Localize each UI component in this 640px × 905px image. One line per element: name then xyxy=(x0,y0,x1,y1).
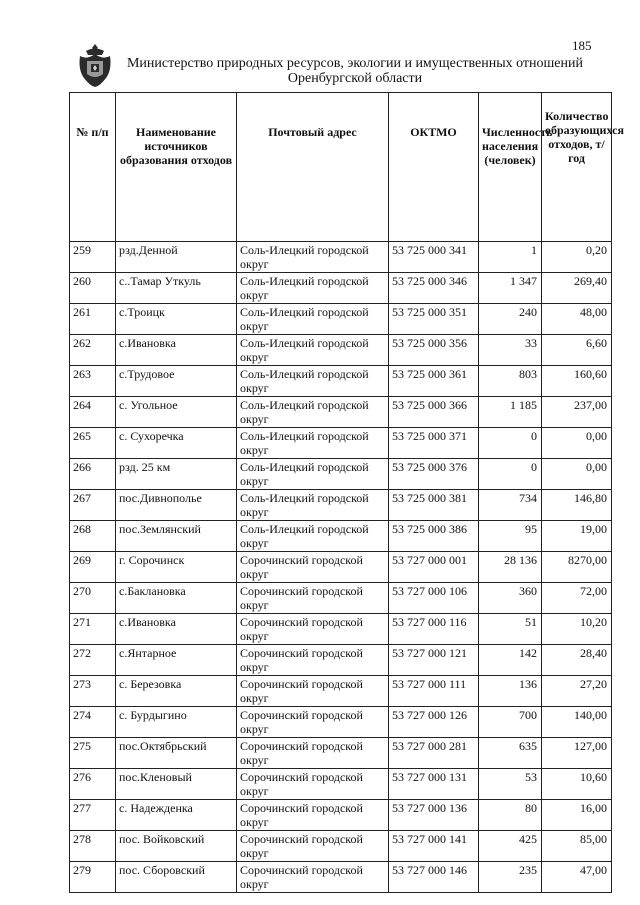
cell-quantity: 0,20 xyxy=(542,242,612,273)
cell-name: с..Тамар Уткуль xyxy=(116,273,237,304)
cell-num: 274 xyxy=(70,707,116,738)
cell-name: с.Ивановка xyxy=(116,614,237,645)
cell-num: 276 xyxy=(70,769,116,800)
page-number: 185 xyxy=(572,38,592,53)
cell-quantity: 10,60 xyxy=(542,769,612,800)
cell-quantity: 160,60 xyxy=(542,366,612,397)
cell-quantity: 16,00 xyxy=(542,800,612,831)
cell-population: 53 xyxy=(479,769,542,800)
cell-address: Соль-Илецкий городской округ xyxy=(237,366,389,397)
cell-address: Соль-Илецкий городской округ xyxy=(237,304,389,335)
table-row xyxy=(70,645,612,676)
cell-oktmo: 53 725 000 356 xyxy=(389,335,479,366)
cell-name: пос.Землянский xyxy=(116,521,237,552)
cell-address: Соль-Илецкий городской округ xyxy=(237,428,389,459)
coat-of-arms-icon xyxy=(76,42,114,88)
cell-name: рзд. 25 км xyxy=(116,459,237,490)
cell-num: 272 xyxy=(70,645,116,676)
table-row xyxy=(70,862,612,893)
cell-quantity: 27,20 xyxy=(542,676,612,707)
cell-address: Соль-Илецкий городской округ xyxy=(237,242,389,273)
cell-num: 277 xyxy=(70,800,116,831)
table-row xyxy=(70,273,612,304)
cell-num: 269 xyxy=(70,552,116,583)
cell-address: Соль-Илецкий городской округ xyxy=(237,521,389,552)
cell-quantity: 19,00 xyxy=(542,521,612,552)
table-row xyxy=(70,521,612,552)
cell-address: Сорочинский городской округ xyxy=(237,676,389,707)
cell-population: 1 xyxy=(479,242,542,273)
cell-num: 279 xyxy=(70,862,116,893)
cell-population: 235 xyxy=(479,862,542,893)
table-row xyxy=(70,800,612,831)
cell-oktmo: 53 725 000 366 xyxy=(389,397,479,428)
cell-oktmo: 53 727 000 001 xyxy=(389,552,479,583)
cell-quantity: 127,00 xyxy=(542,738,612,769)
cell-quantity: 0,00 xyxy=(542,459,612,490)
cell-quantity: 10,20 xyxy=(542,614,612,645)
table-row xyxy=(70,335,612,366)
cell-address: Соль-Илецкий городской округ xyxy=(237,273,389,304)
cell-oktmo: 53 725 000 376 xyxy=(389,459,479,490)
cell-name: с.Ивановка xyxy=(116,335,237,366)
table-row xyxy=(70,428,612,459)
cell-quantity: 237,00 xyxy=(542,397,612,428)
cell-address: Сорочинский городской округ xyxy=(237,769,389,800)
table-row xyxy=(70,366,612,397)
cell-oktmo: 53 727 000 121 xyxy=(389,645,479,676)
cell-name: пос.Дивнополье xyxy=(116,490,237,521)
header-address: Почтовый адрес xyxy=(237,93,389,242)
cell-address: Сорочинский городской округ xyxy=(237,707,389,738)
cell-address: Сорочинский городской округ xyxy=(237,583,389,614)
cell-population: 240 xyxy=(479,304,542,335)
header-num: № п/п xyxy=(70,93,116,242)
cell-name: пос. Сборовский xyxy=(116,862,237,893)
table-row xyxy=(70,676,612,707)
cell-population: 734 xyxy=(479,490,542,521)
cell-address: Сорочинский городской округ xyxy=(237,738,389,769)
cell-num: 278 xyxy=(70,831,116,862)
cell-name: пос.Октябрьский xyxy=(116,738,237,769)
cell-quantity: 8270,00 xyxy=(542,552,612,583)
cell-num: 262 xyxy=(70,335,116,366)
cell-population: 1 185 xyxy=(479,397,542,428)
cell-quantity: 269,40 xyxy=(542,273,612,304)
cell-address: Сорочинский городской округ xyxy=(237,862,389,893)
cell-population: 700 xyxy=(479,707,542,738)
cell-address: Сорочинский городской округ xyxy=(237,831,389,862)
cell-oktmo: 53 725 000 381 xyxy=(389,490,479,521)
cell-quantity: 28,40 xyxy=(542,645,612,676)
cell-address: Сорочинский городской округ xyxy=(237,552,389,583)
cell-address: Сорочинский городской округ xyxy=(237,614,389,645)
cell-num: 275 xyxy=(70,738,116,769)
header-name: Наименование источников образования отходов xyxy=(116,93,237,242)
cell-address: Соль-Илецкий городской округ xyxy=(237,459,389,490)
cell-oktmo: 53 727 000 141 xyxy=(389,831,479,862)
table-row xyxy=(70,459,612,490)
cell-population: 1 347 xyxy=(479,273,542,304)
cell-quantity: 6,60 xyxy=(542,335,612,366)
table-row xyxy=(70,490,612,521)
cell-num: 265 xyxy=(70,428,116,459)
cell-name: рзд.Денной xyxy=(116,242,237,273)
cell-name: с.Баклановка xyxy=(116,583,237,614)
cell-oktmo: 53 727 000 281 xyxy=(389,738,479,769)
cell-population: 635 xyxy=(479,738,542,769)
cell-num: 264 xyxy=(70,397,116,428)
cell-name: пос.Кленовый xyxy=(116,769,237,800)
cell-name: с. Угольное xyxy=(116,397,237,428)
cell-address: Соль-Илецкий городской округ xyxy=(237,490,389,521)
cell-num: 270 xyxy=(70,583,116,614)
cell-name: с.Трудовое xyxy=(116,366,237,397)
cell-population: 142 xyxy=(479,645,542,676)
cell-quantity: 0,00 xyxy=(542,428,612,459)
cell-address: Сорочинский городской округ xyxy=(237,645,389,676)
region-title: Оренбургской области xyxy=(287,71,423,86)
cell-quantity: 48,00 xyxy=(542,304,612,335)
table-row xyxy=(70,242,612,273)
cell-oktmo: 53 727 000 111 xyxy=(389,676,479,707)
cell-quantity: 47,00 xyxy=(542,862,612,893)
cell-oktmo: 53 725 000 341 xyxy=(389,242,479,273)
cell-quantity: 146,80 xyxy=(542,490,612,521)
cell-name: с. Березовка xyxy=(116,676,237,707)
cell-address: Соль-Илецкий городской округ xyxy=(237,397,389,428)
cell-num: 260 xyxy=(70,273,116,304)
table-row xyxy=(70,831,612,862)
cell-population: 33 xyxy=(479,335,542,366)
table-row xyxy=(70,707,612,738)
table-row xyxy=(70,397,612,428)
cell-quantity: 85,00 xyxy=(542,831,612,862)
cell-population: 0 xyxy=(479,459,542,490)
cell-oktmo: 53 725 000 351 xyxy=(389,304,479,335)
cell-population: 425 xyxy=(479,831,542,862)
cell-num: 268 xyxy=(70,521,116,552)
cell-oktmo: 53 727 000 136 xyxy=(389,800,479,831)
cell-oktmo: 53 727 000 106 xyxy=(389,583,479,614)
cell-oktmo: 53 727 000 126 xyxy=(389,707,479,738)
cell-population: 136 xyxy=(479,676,542,707)
header-oktmo: ОКТМО xyxy=(389,93,479,242)
header-quantity: Количество образующихся отходов, т/год xyxy=(542,93,612,242)
cell-name: с. Сухоречка xyxy=(116,428,237,459)
table-row xyxy=(70,738,612,769)
cell-address: Сорочинский городской округ xyxy=(237,800,389,831)
cell-oktmo: 53 727 000 131 xyxy=(389,769,479,800)
cell-num: 266 xyxy=(70,459,116,490)
cell-num: 267 xyxy=(70,490,116,521)
table-row xyxy=(70,552,612,583)
cell-num: 263 xyxy=(70,366,116,397)
waste-sources-table xyxy=(69,92,624,893)
cell-num: 261 xyxy=(70,304,116,335)
cell-oktmo: 53 725 000 371 xyxy=(389,428,479,459)
cell-oktmo: 53 727 000 146 xyxy=(389,862,479,893)
table-row xyxy=(70,583,612,614)
cell-name: с. Надежденка xyxy=(116,800,237,831)
cell-num: 273 xyxy=(70,676,116,707)
table-row xyxy=(70,614,612,645)
cell-oktmo: 53 725 000 346 xyxy=(389,273,479,304)
cell-name: с.Янтарное xyxy=(116,645,237,676)
table-row xyxy=(70,304,612,335)
cell-oktmo: 53 725 000 386 xyxy=(389,521,479,552)
cell-num: 271 xyxy=(70,614,116,645)
header-population: Численность населения (человек) xyxy=(479,93,542,242)
cell-population: 0 xyxy=(479,428,542,459)
cell-name: г. Сорочинск xyxy=(116,552,237,583)
cell-population: 360 xyxy=(479,583,542,614)
cell-population: 80 xyxy=(479,800,542,831)
cell-num: 259 xyxy=(70,242,116,273)
cell-population: 95 xyxy=(479,521,542,552)
cell-oktmo: 53 727 000 116 xyxy=(389,614,479,645)
cell-population: 51 xyxy=(479,614,542,645)
cell-name: с.Троицк xyxy=(116,304,237,335)
table-row xyxy=(70,769,612,800)
table-header-row xyxy=(70,93,612,242)
cell-address: Соль-Илецкий городской округ xyxy=(237,335,389,366)
cell-quantity: 72,00 xyxy=(542,583,612,614)
cell-name: пос. Войковский xyxy=(116,831,237,862)
cell-population: 803 xyxy=(479,366,542,397)
cell-quantity: 140,00 xyxy=(542,707,612,738)
ministry-title: Министерство природных ресурсов, экологии и имущественных отношений xyxy=(126,56,583,71)
cell-name: с. Бурдыгино xyxy=(116,707,237,738)
cell-oktmo: 53 725 000 361 xyxy=(389,366,479,397)
cell-population: 28 136 xyxy=(479,552,542,583)
